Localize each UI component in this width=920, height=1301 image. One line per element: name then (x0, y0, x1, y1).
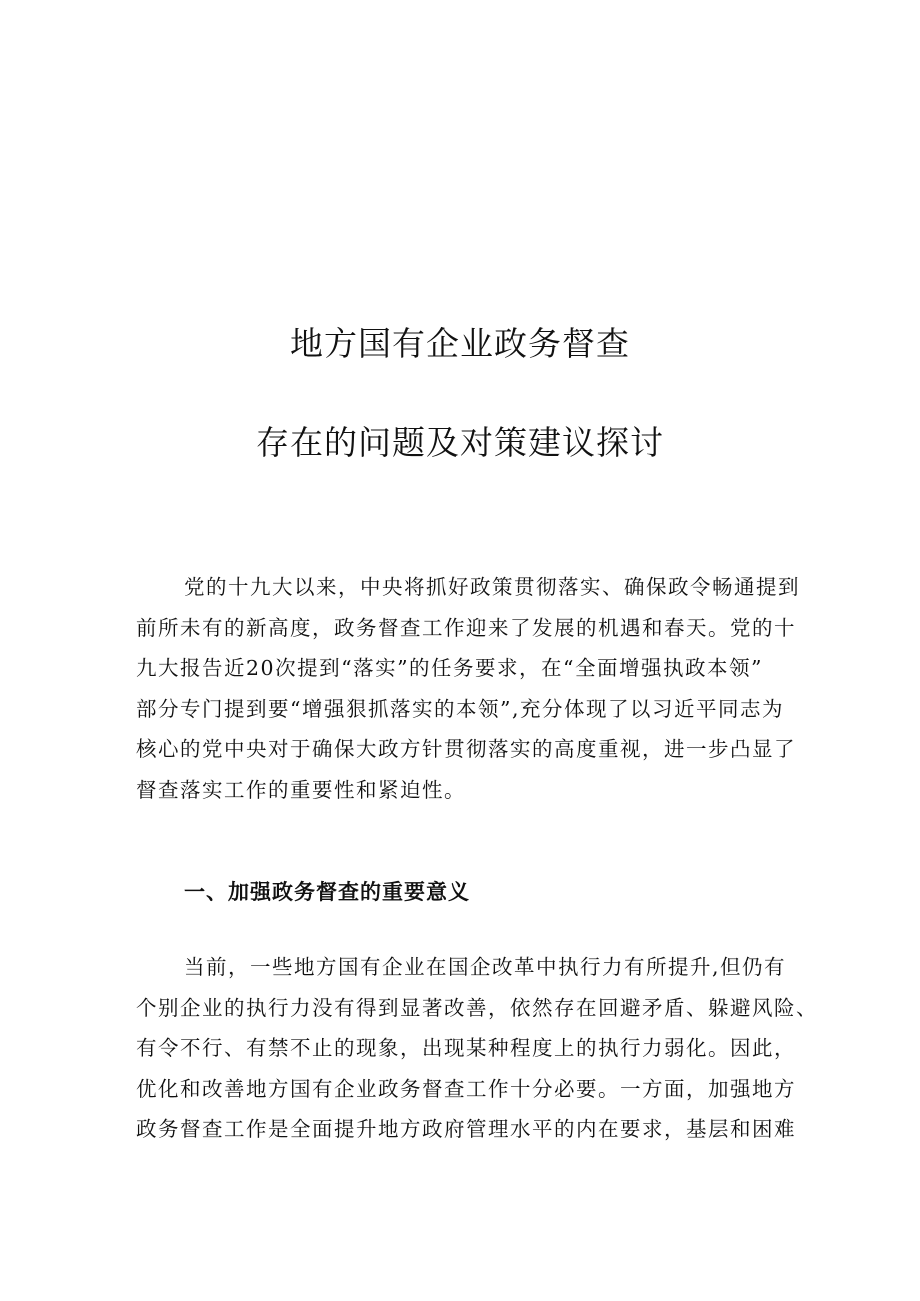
paragraph-line: 九大报告近20次提到“落实”的任务要求，在“全面增强执政本领” (136, 656, 764, 680)
paragraph-line: 督查落实工作的重要性和紧迫性。 (136, 777, 466, 802)
paragraph-line: 前所未有的新高度，政务督查工作迎来了发展的机遇和春天。党的十 (136, 615, 796, 640)
document-title-line-1: 地方国有企业政务督查 (290, 324, 630, 363)
paragraph-line: 优化和改善地方国有企业政务督查工作十分必要。一方面，加强地方 (136, 1076, 796, 1101)
paragraph-line: 核心的党中央对于确保大政方针贯彻落实的高度重视，进一步凸显了 (136, 737, 796, 761)
paragraph-line: 当前，一些地方国有企业在国企改革中执行力有所提升,但仍有 (184, 955, 787, 979)
section-heading: 一、加强政务督查的重要意义 (184, 880, 470, 904)
paragraph-line: 部分专门提到要“增强狠抓落实的本领”,充分体现了以习近平同志为 (136, 696, 784, 721)
paragraph-line: 政务督查工作是全面提升地方政府管理水平的内在要求，基层和困难 (136, 1117, 796, 1141)
section-1-paragraph (136, 947, 818, 1150)
paragraph-line: 党的十九大以来，中央将抓好政策贯彻落实、确保政令畅通提到 (184, 575, 800, 599)
document-title-line-2: 存在的问题及对策建议探讨 (256, 423, 664, 462)
paragraph-line: 有令不行、有禁不止的现象，出现某种程度上的执行力弱化。因此， (136, 1036, 796, 1060)
paragraph-line: 个别企业的执行力没有得到显著改善，依然存在回避矛盾、躲避风险、 (136, 995, 818, 1020)
intro-paragraph (136, 567, 800, 810)
